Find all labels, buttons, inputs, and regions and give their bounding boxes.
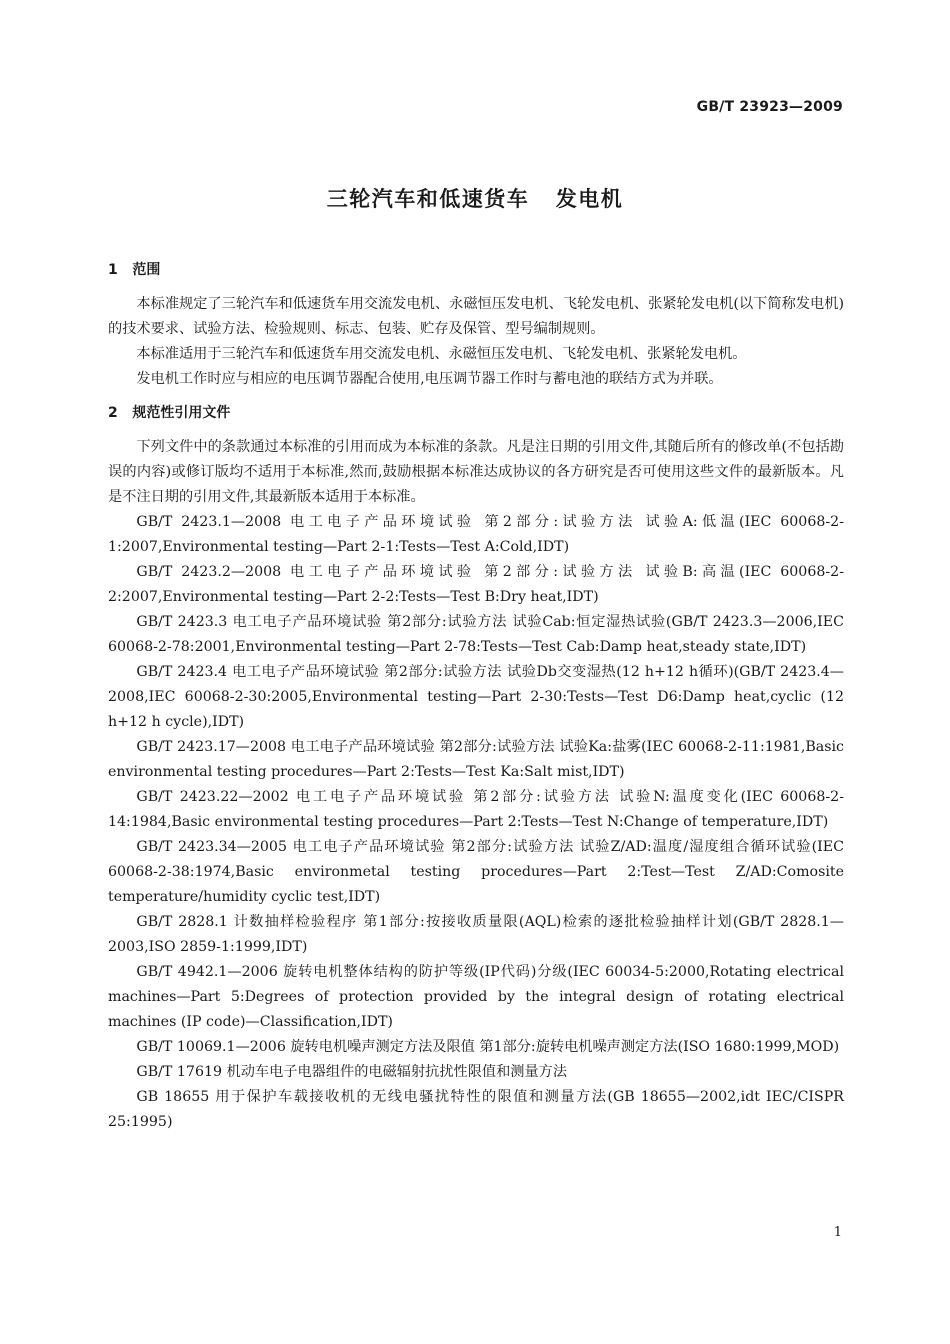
scope-paragraph: 本标准适用于三轮汽车和低速货车用交流发电机、永磁恒压发电机、飞轮发电机、张紧轮发电机。	[136, 346, 747, 362]
reference-entry: GB/T 2423.2—2008 电工电子产品环境试验 第2部分:试验方法 试验B:高温(IEC 60068-2-2:2007,Environmental testing—Part 2-2:Tests—Test B:Dry heat,IDT)	[108, 564, 844, 605]
reference-entry: GB/T 2423.3 电工电子产品环境试验 第2部分:试验方法 试验Cab:恒定湿热试验(GB/T 2423.3—2006,IEC 60068-2-78:2001,Environmental testing—Part 2-78:Tests—Test Cab:Damp heat,steady state,IDT)	[108, 614, 844, 655]
reference-entry: GB/T 4942.1—2006 旋转电机整体结构的防护等级(IP代码)分级(IEC 60034-5:2000,Rotating electrical machines—Part 5:Degrees of protection provided by the integral design of rotating electrical machines (IP code)—Classification,IDT)	[108, 964, 844, 1030]
standard-number: GB/T 23923—2009	[696, 99, 843, 115]
reference-entry: GB/T 10069.1—2006 旋转电机噪声测定方法及限值 第1部分:旋转电机噪声测定方法(ISO 1680:1999,MOD)	[136, 1039, 840, 1055]
page-number: 1	[833, 1225, 842, 1240]
reference-entry: GB/T 2423.22—2002 电工电子产品环境试验 第2部分:试验方法 试验N:温度变化(IEC 60068-2-14:1984,Basic environmental testing procedures—Part 2:Tests—Test N:Change of temperature,IDT)	[108, 789, 844, 830]
reference-entry: GB/T 2423.4 电工电子产品环境试验 第2部分:试验方法 试验Db交变湿热(12 h+12 h循环)(GB/T 2423.4—2008,IEC 60068-2-30:2005,Environmental testing—Part 2-30:Tests—Test D6:Damp heat,cyclic (12 h+12 h cycle),IDT)	[108, 664, 844, 730]
scope-paragraph: 发电机工作时应与相应的电压调节器配合使用,电压调节器工作时与蓄电池的联结方式为并联。	[136, 371, 723, 387]
reference-entry: GB/T 2423.34—2005 电工电子产品环境试验 第2部分:试验方法 试验Z/AD:温度/湿度组合循环试验(IEC 60068-2-38:1974,Basic environmetal testing procedures—Part 2:Test—Test Z/AD:Comosite temperature/humidity cyclic test,IDT)	[108, 839, 844, 905]
document-body	[108, 258, 844, 1135]
reference-entry: GB 18655 用于保护车载接收机的无线电骚扰特性的限值和测量方法(GB 18655—2002,idt IEC/CISPR 25:1995)	[108, 1089, 844, 1130]
reference-entry: GB/T 2423.1—2008 电工电子产品环境试验 第2部分:试验方法 试验A:低温(IEC 60068-2-1:2007,Environmental testing—Part 2-1:Tests—Test A:Cold,IDT)	[108, 514, 844, 555]
reference-entry: GB/T 2423.17—2008 电工电子产品环境试验 第2部分:试验方法 试验Ka:盐雾(IEC 60068-2-11:1981,Basic environmental testing procedures—Part 2:Tests—Test Ka:Salt mist,IDT)	[108, 739, 844, 780]
document-title: 三轮汽车和低速货车 发电机	[326, 187, 624, 211]
scope-paragraph: 本标准规定了三轮汽车和低速货车用交流发电机、永磁恒压发电机、飞轮发电机、张紧轮发电机(以下简称发电机)的技术要求、试验方法、检验规则、标志、包装、贮存及保管、型号编制规则。	[108, 296, 844, 337]
section-heading-normative-references: 2 规范性引用文件	[108, 405, 231, 421]
section-heading-scope: 1 范围	[108, 262, 161, 278]
references-intro: 下列文件中的条款通过本标准的引用而成为本标准的条款。凡是注日期的引用文件,其随后所有的修改单(不包括勘误的内容)或修订版均不适用于本标准,然而,鼓励根据本标准达成协议的各方研究是否可使用这些文件的最新版本。凡是不注日期的引用文件,其最新版本适用于本标准。	[108, 439, 844, 505]
reference-entry: GB/T 2828.1 计数抽样检验程序 第1部分:按接收质量限(AQL)检索的逐批检验抽样计划(GB/T 2828.1—2003,ISO 2859-1:1999,IDT)	[108, 914, 844, 955]
reference-entry: GB/T 17619 机动车电子电器组件的电磁辐射抗扰性限值和测量方法	[136, 1064, 568, 1080]
